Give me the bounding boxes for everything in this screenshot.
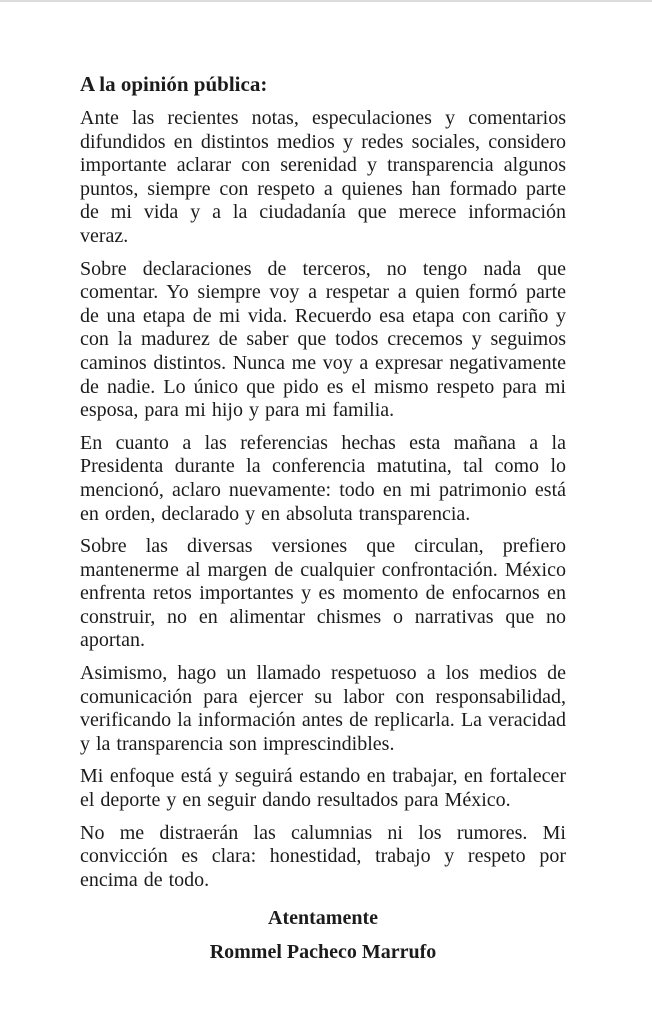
letter-paragraph-5: Asimismo, hago un llamado respetuoso a los medios de comunicación para ejercer su labor con responsabilidad, verificando la información antes de replicarla. La veracidad y la transparencia son imprescindibles. <box>80 662 566 755</box>
letter-paragraph-3: En cuanto a las referencias hechas esta mañana a la Presidenta durante la conferencia matutina, tal como lo mencionó, aclaro nuevamente: todo en mi patrimonio está en orden, declarado y en absoluta transparencia. <box>80 431 566 525</box>
letter-paragraph-2: Sobre declaraciones de terceros, no tengo nada que comentar. Yo siempre voy a respetar a quien formó parte de una etapa de mi vida. Recuerdo esa etapa con cariño y con la madurez de saber que todos crecemos y seguimos caminos distintos. Nunca me voy a expresar negativamente de nadie. Lo único que pido es el mismo respeto para mi esposa, para mi hijo y para mi familia. <box>80 257 566 422</box>
letter-paragraph-1: Ante las recientes notas, especulaciones y comentarios difundidos en distintos medios y redes sociales, considero importante aclarar con serenidad y transparencia algunos puntos, siempre con respeto a quienes han formado parte de mi vida y a la ciudadanía que merece información veraz. <box>80 107 566 247</box>
closing: Atentamente <box>268 907 378 930</box>
salutation: A la opinión pública: <box>80 72 268 96</box>
signature-name: Rommel Pacheco Marrufo <box>209 941 437 964</box>
letter-paragraph-4: Sobre las diversas versiones que circulan, prefiero mantenerme al margen de cualquier confrontación. México enfrenta retos importantes y es momento de enfocarnos en construir, no en alimentar chismes o narrativas que no aportan. <box>80 535 566 652</box>
signature-block <box>80 906 566 964</box>
letter-paragraph-7: No me distraerán las calumnias ni los rumores. Mi convicción es clara: honestidad, trabajo y respeto por encima de todo. <box>80 821 566 891</box>
letter-paragraph-6: Mi enfoque está y seguirá estando en trabajar, en fortalecer el deporte y en seguir dando resultados para México. <box>80 765 566 812</box>
